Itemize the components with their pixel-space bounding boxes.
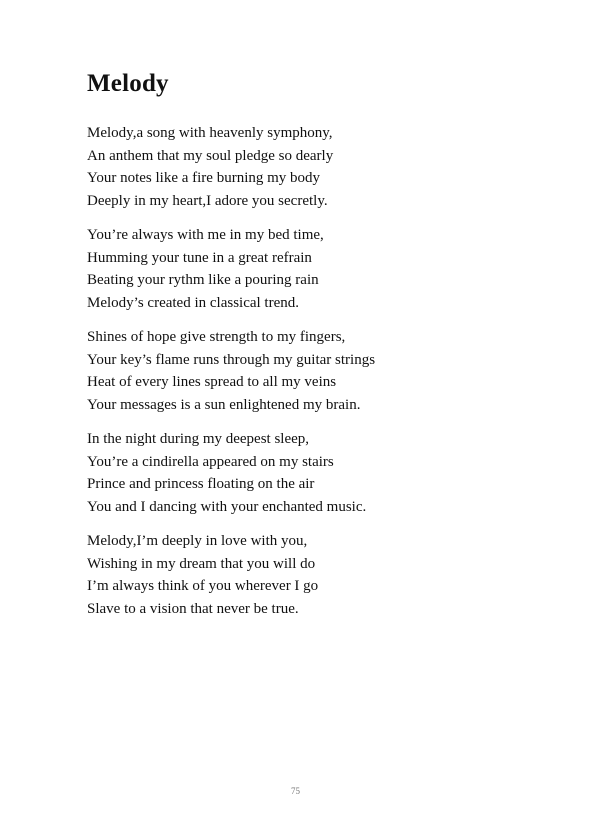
poem-line: Heat of every lines spread to all my veins	[87, 374, 337, 390]
stanza-3	[87, 326, 527, 416]
stanza-2	[87, 224, 527, 314]
poem-line: You’re a cindirella appeared on my stairs	[87, 453, 334, 470]
stanza-1	[87, 122, 527, 212]
stanza-5	[87, 530, 527, 620]
poem-line: Shines of hope give strength to my fingers,	[87, 329, 346, 345]
poem-line: You and I dancing with your enchanted music.	[87, 498, 367, 515]
poem-line: Your messages is a sun enlightened my brain.	[87, 396, 361, 413]
stanza-4	[87, 428, 527, 518]
poem-line: Melody,a song with heavenly symphony,	[87, 125, 333, 141]
poem-title: Melody	[87, 70, 169, 97]
poem-line: An anthem that my soul pledge so dearly	[87, 147, 334, 164]
poem-line: Slave to a vision that never be true.	[87, 600, 299, 617]
poem-line: Your notes like a fire burning my body	[87, 170, 321, 186]
poem-line: In the night during my deepest sleep,	[87, 431, 310, 447]
poem-line: Prince and princess floating on the air	[87, 476, 315, 492]
poem-body	[87, 122, 527, 632]
poem-line: I’m always think of you wherever I go	[87, 578, 319, 594]
poem-line: Melody’s created in classical trend.	[87, 294, 300, 311]
poem-line: Wishing in my dream that you will do	[87, 555, 316, 572]
poem-line: Humming your tune in a great refrain	[87, 249, 312, 266]
poem-line: You’re always with me in my bed time,	[87, 227, 324, 243]
poem-line: Melody,I’m deeply in love with you,	[87, 533, 308, 549]
poem-line: Your key’s flame runs through my guitar strings	[87, 351, 376, 368]
page-number: 75	[291, 786, 300, 796]
poem-line: Deeply in my heart,I adore you secretly.	[87, 192, 328, 209]
poem-line: Beating your rythm like a pouring rain	[87, 272, 319, 288]
